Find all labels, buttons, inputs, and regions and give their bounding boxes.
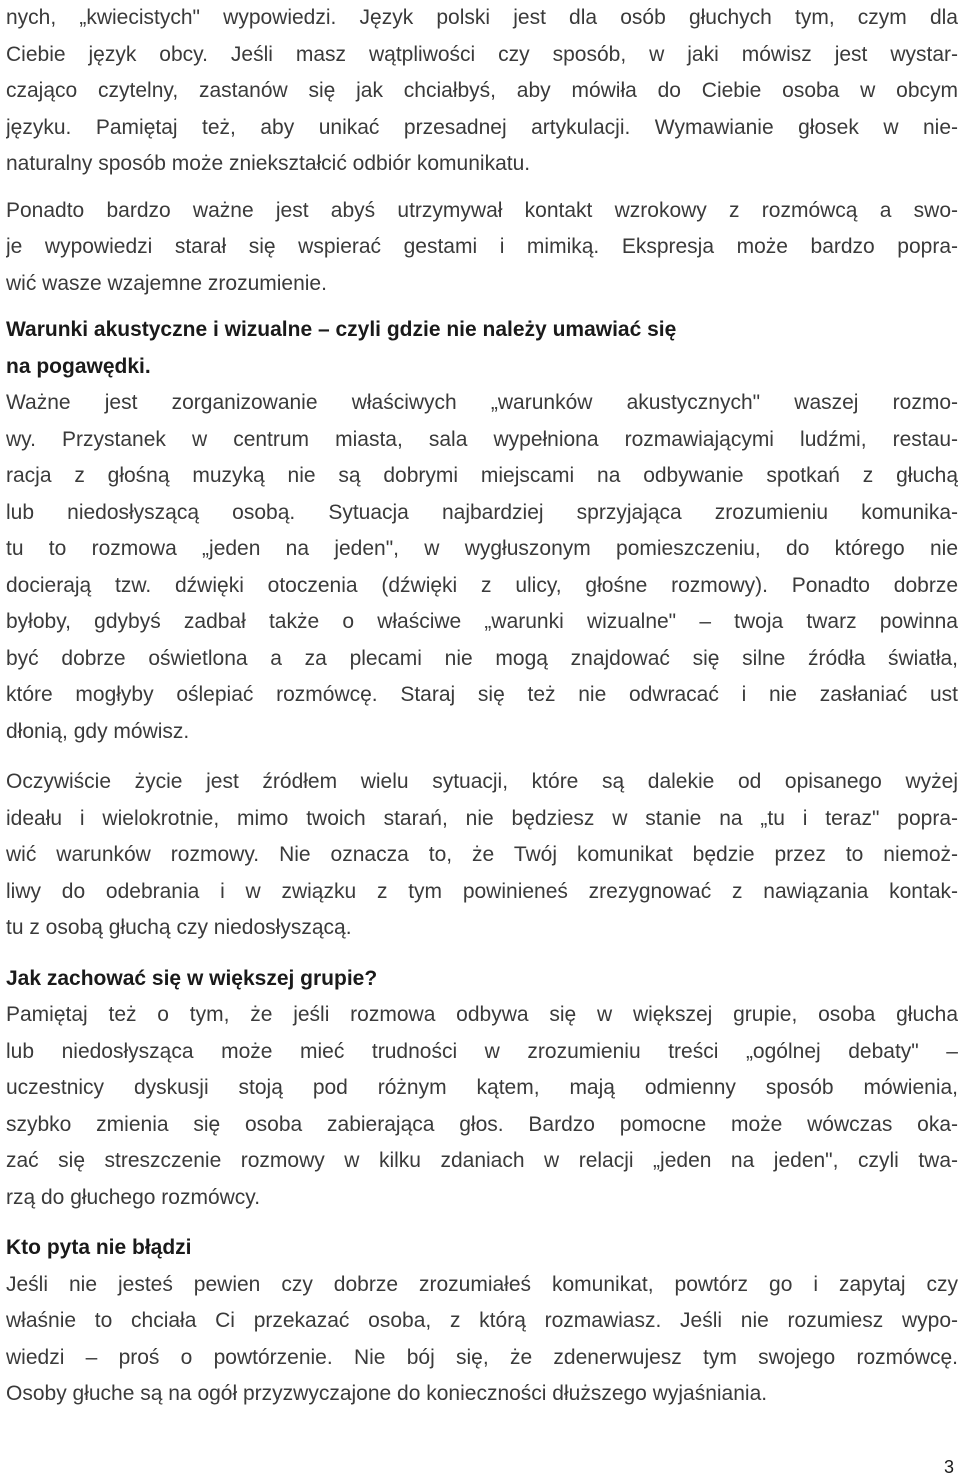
text-line: Ponadto bardzo ważne jest abyś utrzymywał kontakt wzrokowy z rozmówcą a swo- [6,198,958,222]
section-acoustic [6,312,958,750]
page-number: 3 [943,1457,954,1477]
text-line: Ważne jest zorganizowanie właściwych „warunków akustycznych" waszej rozmo- [6,391,958,414]
section-heading: Kto pyta nie błądzi [6,1236,192,1259]
section-ask [6,1230,958,1413]
text-line: wić wasze wzajemne zrozumienie. [6,271,327,295]
document-page [6,0,958,1413]
paragraph-eye-contact [6,193,958,303]
text-line: tu z osobą głuchą czy niedosłyszącą. [6,916,352,939]
section-group [6,961,958,1217]
text-line: racja z głośną muzyką nie są dobrymi miejscami na odbywanie spotkań z głuchą [6,464,958,487]
section-heading: Warunki akustyczne i wizualne – czyli gdzie nie należy umawiać się [6,318,677,341]
text-line: Pamiętaj też o tym, że jeśli rozmowa odbywa się w większej grupie, osoba głucha [6,1003,958,1026]
text-line: zać się streszczenie rozmowy w kilku zdaniach w relacji „jeden na jeden", czyli twa- [6,1149,958,1172]
text-line: czająco czytelny, zastanów się jak chciałbyś, aby mówiła do Ciebie osoba w obcym [6,79,958,102]
text-line: nych, „kwiecistych" wypowiedzi. Język polski jest dla osób głuchych tym, czym dla [6,6,958,29]
text-line: byłoby, gdybyś zadbał także o właściwe „warunki wizualne" – twoja twarz powinna [6,610,958,633]
section-heading: na pogawędki. [6,354,151,378]
text-line: ideału i wielokrotnie, mimo twoich starań, nie będziesz w stanie na „tu i teraz" popra- [6,806,958,830]
text-line: Oczywiście życie jest źródłem wielu sytuacji, które są dalekie od opisanego wyżej [6,770,958,793]
text-line: liwy do odebrania i w związku z tym powinieneś zrezygnować z nawiązania kontak- [6,879,958,903]
text-line: lub niedosłysząca może mieć trudności w zrozumieniu treści „ogólnej debaty" – [6,1039,958,1063]
paragraph-ideal [6,764,958,947]
text-line: wić warunków rozmowy. Nie oznacza to, że Twój komunikat będzie przez to niemoż- [6,843,958,866]
text-line: Ciebie język obcy. Jeśli masz wątpliwości czy sposób, w jaki mówisz jest wystar- [6,42,958,66]
text-line: tu to rozmowa „jeden na jeden", w wygłuszonym pomieszczeniu, do którego nie [6,537,958,560]
text-line: naturalny sposób może zniekształcić odbiór komunikatu. [6,152,531,175]
text-line: docierają tzw. dźwięki otoczenia (dźwięki z ulicy, głośne rozmowy). Ponadto dobrze [6,573,958,597]
text-line: dłonią, gdy mówisz. [6,719,190,743]
text-line: właśnie to chciała Ci przekazać osoba, z którą rozmawiasz. Jeśli nie rozumiesz wypo- [6,1309,958,1332]
text-line: Osoby głuche są na ogół przyzwyczajone do konieczności dłuższego wyjaśniania. [6,1382,768,1405]
text-line: wy. Przystanek w centrum miasta, sala wypełniona rozmawiającymi ludźmi, restau- [6,427,958,451]
section-heading: Jak zachować się w większej grupie? [6,966,378,990]
text-line: języku. Pamiętaj też, aby unikać przesadnej artykulacji. Wymawianie głosek w nie- [6,115,958,139]
text-line: uczestnicy dyskusji stoją pod różnym kątem, mają odmienny sposób mówienia, [6,1076,958,1099]
text-line: lub niedosłyszącą osobą. Sytuacja najbardziej sprzyjająca zrozumieniu komunika- [6,500,958,524]
text-line: je wypowiedzi starał się wspierać gestami i mimiką. Ekspresja może bardzo popra- [6,235,958,258]
text-line: rzą do głuchego rozmówcy. [6,1185,261,1209]
text-line: Jeśli nie jesteś pewien czy dobrze zrozumiałeś komunikat, powtórz go i zapytaj czy [6,1272,958,1296]
text-line: wiedzi – proś o powtórzenie. Nie bój się, że zdenerwujesz tym swojego rozmówcę. [6,1345,958,1369]
text-line: szybko zmienia się osoba zabierająca głos. Bardzo pomocne może wówczas oka- [6,1112,958,1136]
text-line: być dobrze oświetlona a za plecami nie mogą znajdować się silne źródła światła, [6,646,958,670]
text-line: które mogłyby oślepiać rozmówcę. Staraj się też nie odwracać i nie zasłaniać ust [6,683,958,706]
paragraph-intro [6,0,958,183]
